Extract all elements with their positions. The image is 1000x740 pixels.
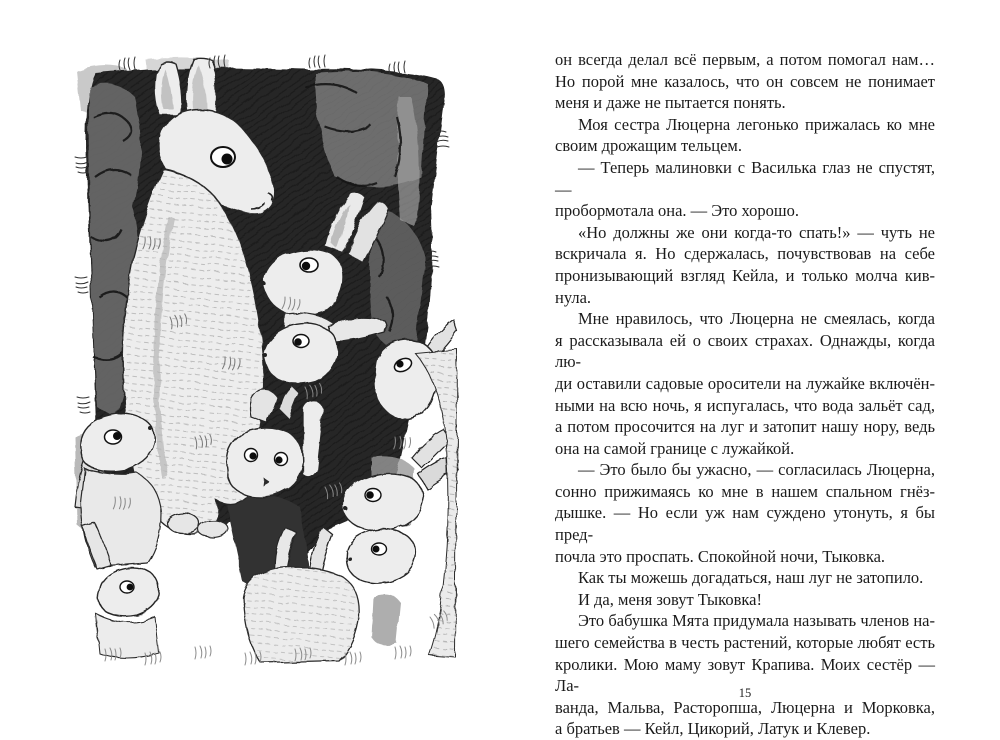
text-line: ными на всю ночь, я испугалась, что вода зальёт сад,: [555, 395, 935, 415]
text-line: — Это было бы ужасно, — согласилась Люцерна,: [578, 460, 935, 480]
text-line: он всегда делал всё первым, а потом помогал нам…: [555, 50, 935, 69]
text-column: [555, 49, 935, 740]
text-line: Моя сестра Люцерна легонько прижалась ко мне: [578, 114, 935, 134]
text-line: нула.: [555, 287, 592, 307]
text-line: а потом просочится на луг и затопит нашу нору, ведь: [555, 417, 935, 437]
text-line: пробормотала она. — Это хорошо.: [555, 201, 800, 221]
page-number: 15: [738, 686, 752, 700]
text-line: Это бабушка Мята придумала называть членов на-: [578, 611, 935, 631]
text-line: вскричала я. Но сдержалась, почувствовав на себе: [555, 244, 935, 264]
text-line: а братьев — Кейл, Цикорий, Латук и Клевер.: [555, 719, 871, 739]
text-line: кролики. Мою маму зовут Крапива. Моих сестёр — Ла-: [555, 654, 935, 696]
text-line: «Но должны же они когда-то спать!» — чуть не: [578, 222, 935, 242]
text-line: своим дрожащим тельцем.: [555, 136, 742, 156]
text-line: почла это проспать. Спокойной ночи, Тыковка.: [555, 546, 886, 566]
rabbits-burrow-illustration: [75, 57, 460, 665]
text-line: она на самой границе с лужайкой.: [555, 438, 795, 458]
text-line: пронизывающий взгляд Кейла, и только молча кив-: [555, 265, 935, 285]
text-line: дышке. — Но если уж нам суждено утонуть, я бы пред-: [555, 503, 935, 545]
text-line: шего семейства в честь растений, которые любят есть: [555, 633, 935, 653]
text-line: я рассказывала ей о своих страхах. Однажды, когда лю-: [555, 330, 935, 372]
text-line: Как ты можешь догадаться, наш луг не затопило.: [578, 568, 924, 588]
text-line: меня и даже не пытается понять.: [555, 93, 786, 113]
text-line: Но порой мне казалось, что он совсем не понимает: [555, 71, 935, 91]
lower-right-rabbit: [347, 529, 416, 582]
text-line: — Теперь малиновки с Василька глаз не спустят, —: [555, 157, 935, 199]
text-line: Мне нравилось, что Люцерна не смеялась, когда: [578, 309, 935, 329]
rabbits-drawing-svg: [75, 57, 460, 665]
text-line: И да, меня зовут Тыковка!: [578, 589, 762, 609]
text-line: ванда, Мальва, Расторопша, Люцерна и Морковка,: [555, 697, 935, 717]
text-line: сонно прижимаясь ко мне в нашем спальном гнёз-: [555, 481, 935, 501]
text-line: ди оставили садовые оросители на лужайке включён-: [555, 373, 935, 393]
